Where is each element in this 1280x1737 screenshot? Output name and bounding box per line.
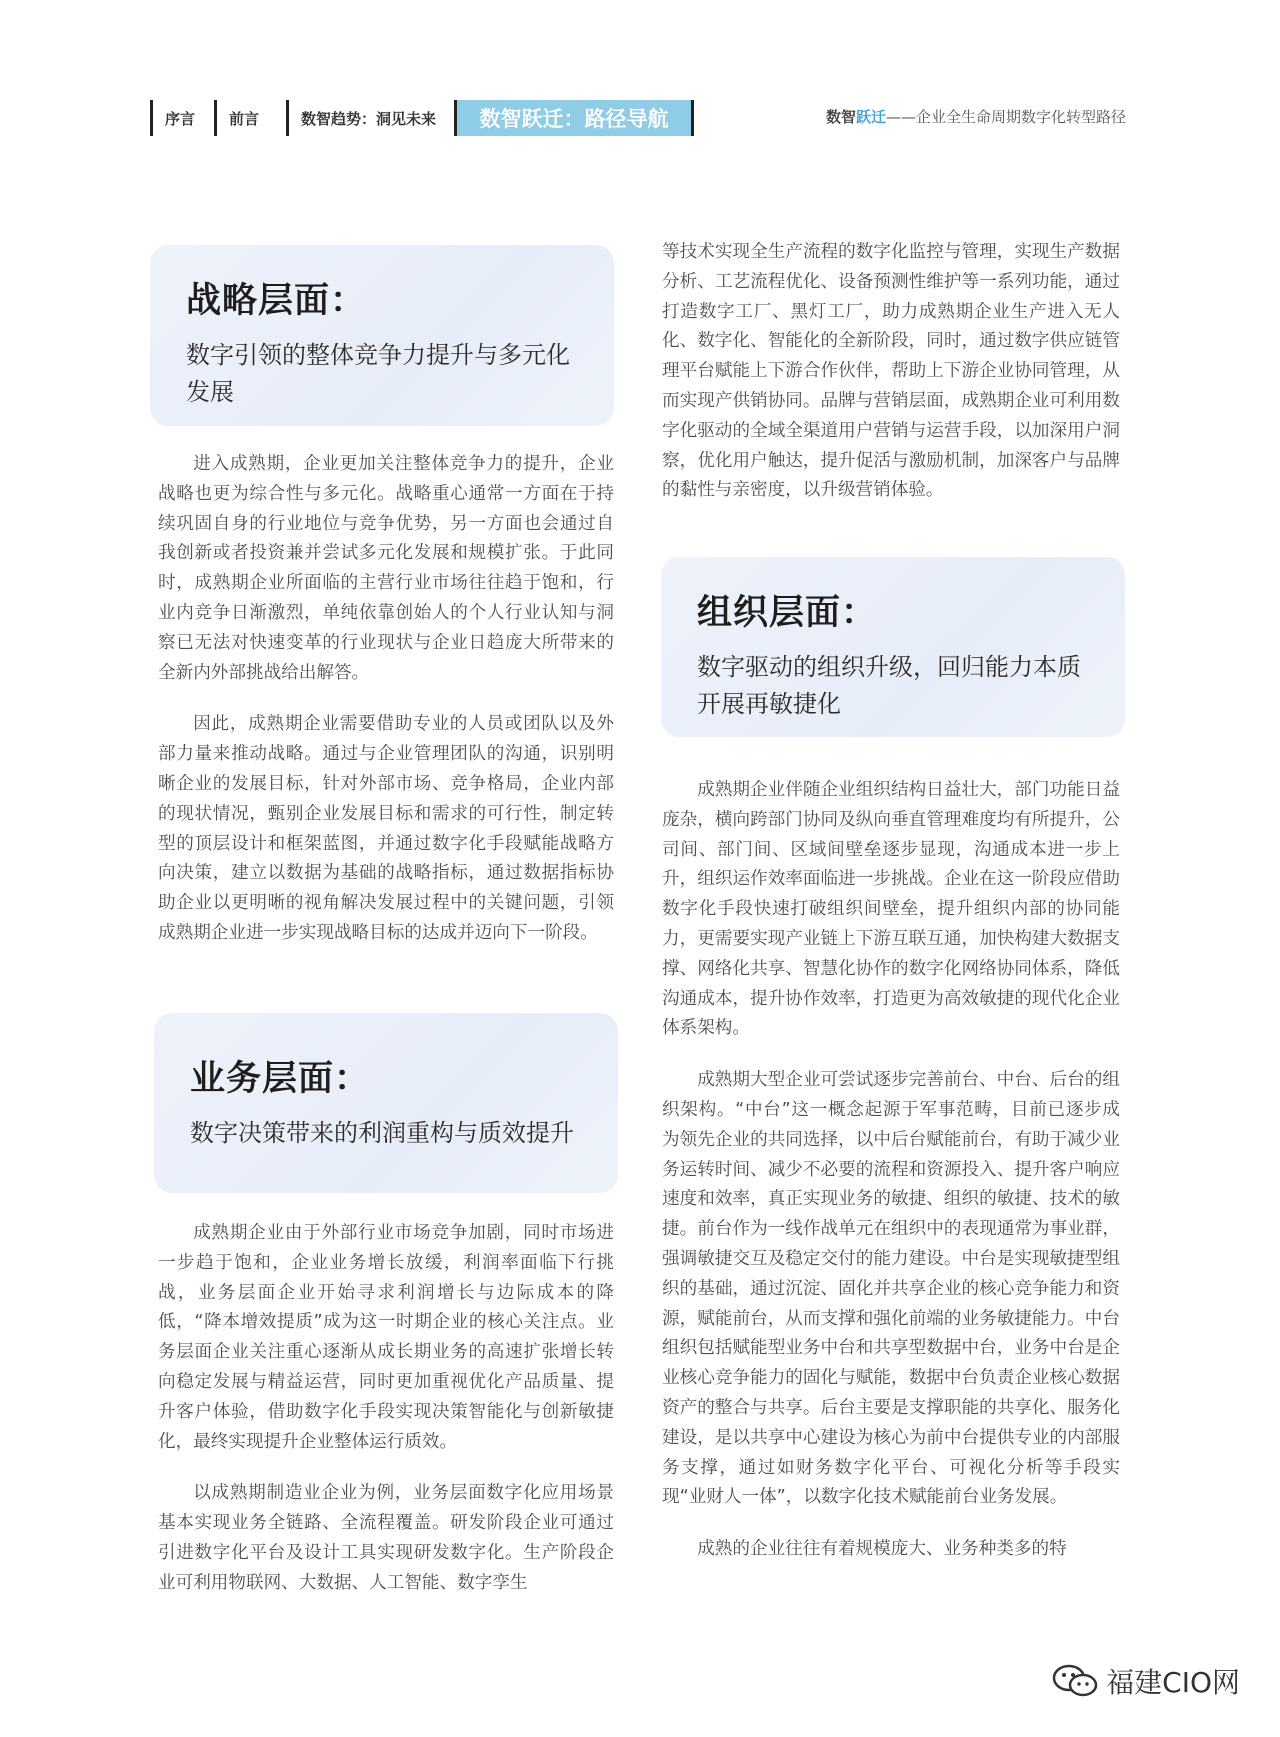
header-brand <box>826 106 1126 127</box>
tab-preface[interactable]: 序言 <box>150 100 207 136</box>
organization-subtitle: 数字驱动的组织升级，回归能力本质开展再敏捷化 <box>697 653 1081 718</box>
tab-digital-trends[interactable]: 数智趋势：洞见未来 <box>286 100 448 136</box>
strategy-paragraph-2: 因此，成熟期企业需要借助专业的人员或团队以及外部力量来推动战略。通过与企业管理团队的沟通，识别明晰企业的发展目标，针对外部市场、竞争格局，企业内部的现状情况，甄别企业发展目标和需求的可行性，制定转型的顶层设计和框架蓝图，并通过数字化手段赋能战略方向决策，建立以数据为基础的战略指标，通过数据指标协助企业以更明晰的视角解决发展过程中的关键问题，引领成熟期企业进一步实现战略目标的达成并迈向下一阶段。 <box>158 714 614 943</box>
brand-prefix: 数智 <box>825 108 856 126</box>
watermark <box>1052 1661 1240 1701</box>
organization-paragraph-1: 成熟期企业伴随企业组织结构日益壮大，部门功能日益庞杂，横向跨部门协同及纵向垂直管理难度均有所提升，公司间、部门间、区域间壁垒逐步显现，沟通成本进一步上升，组织运作效率面临进一步挑战。企业在这一阶段应借助数字化手段快速打破组织间壁垒，提升组织内部的协同能力，更需要实现产业链上下游互联互通，加快构建大数据支撑、网络化共享、智慧化协作的数字化网络协同体系，降低沟通成本，提升协作效率，打造更为高效敏捷的现代化企业体系架构。 <box>662 780 1120 1039</box>
business-card <box>154 1013 618 1193</box>
business-paragraph-2: 以成熟期制造业企业为例，业务层面数字化应用场景基本实现业务全链路、全流程覆盖。研发阶段企业可通过引进数字化平台及设计工具实现研发数字化。生产阶段企业可利用物联网、大数据、人工智能、数字孪生 <box>158 1483 614 1593</box>
tab-digital-leap-active[interactable]: 数智跃迁：路径导航 <box>454 100 694 136</box>
organization-paragraph-3: 成熟的企业往往有着规模庞大、业务种类多的特 <box>697 1539 1067 1560</box>
business-title: 业务层面： <box>190 1059 371 1099</box>
organization-paragraph-2: 成熟期大型企业可尝试逐步完善前台、中台、后台的组织架构。“中台”这一概念起源于军事范畴，目前已逐步成为领先企业的共同选择，以中后台赋能前台，有助于减少业务运转时间、减少不必要的流程和资源投入、提升客户响应速度和效率，真正实现业务的敏捷、组织的敏捷、技术的敏捷。前台作为一线作战单元在组织中的表现通常为事业群，强调敏捷交互及稳定交付的能力建设。中台是实现敏捷型组织的基础，通过沉淀、固化并共享企业的核心竞争能力和资源，赋能前台，从而支撑和强化前端的业务敏捷能力。中台组织包括赋能型业务中台和共享型数据中台，业务中台是企业核心竞争能力的固化与赋能，数据中台负责企业核心数据资产的整合与共享。后台主要是支撑职能的共享化、服务化建设，是以共享中心建设为核心为前中台提供专业的内部服务支撑，通过如财务数字化平台、可视化分析等手段实现“业财人一体”，以数字化技术赋能前台业务发展。 <box>662 1070 1120 1508</box>
strategy-subtitle: 数字引领的整体竞争力提升与多元化发展 <box>186 341 570 406</box>
strategy-title: 战略层面： <box>186 281 367 321</box>
business-paragraph-1: 成熟期企业由于外部行业市场竞争加剧，同时市场进一步趋于饱和，企业业务增长放缓，利润率面临下行挑战，业务层面企业开始寻求利润增长与边际成本的降低，“降本增效提质”成为这一时期企业的核心关注点。业务层面企业关注重心逐渐从成长期业务的高速扩张增长转向稳定发展与精益运营，同时更加重视优化产品质量、提升客户体验，借助数字化手段实现决策智能化与创新敏捷化，最终实现提升企业整体运行质效。 <box>158 1223 614 1452</box>
brand-accent: 跃迁 <box>855 108 886 126</box>
left-column-top <box>158 450 614 971</box>
strategy-card <box>150 245 614 426</box>
organization-title: 组织层面： <box>697 593 878 633</box>
right-column-bottom <box>662 776 1120 1587</box>
wechat-icon <box>1052 1664 1098 1698</box>
organization-card <box>661 557 1125 737</box>
tab-foreword[interactable]: 前言 <box>214 100 271 136</box>
strategy-paragraph-1: 进入成熟期，企业更加关注整体竞争力的提升，企业战略也更为综合性与多元化。战略重心通常一方面在于持续巩固自身的行业地位与竞争优势，另一方面也会通过自我创新或者投资兼并尝试多元化发展和规模扩张。于此同时，成熟期企业所面临的主营行业市场往往趋于饱和，行业内竞争日渐激烈，单纯依靠创始人的个人行业认知与洞察已无法对快速变革的行业现状与企业日趋庞大所带来的全新内外部挑战给出解答。 <box>158 454 614 683</box>
left-column-bottom <box>158 1219 614 1621</box>
right-column-top <box>662 238 1120 528</box>
watermark-text: 福建CIO网 <box>1106 1666 1240 1699</box>
business-subtitle: 数字决策带来的利润重构与质效提升 <box>190 1119 574 1147</box>
business-continuation: 等技术实现全生产流程的数字化监控与管理，实现生产数据分析、工艺流程优化、设备预测性维护等一系列功能，通过打造数字工厂、黑灯工厂，助力成熟期企业生产进入无人化、数字化、智能化的全新阶段，同时，通过数字供应链管理平台赋能上下游合作伙伴，帮助上下游企业协同管理，从而实现产供销协同。品牌与营销层面，成熟期企业可利用数字化驱动的全域全渠道用户营销与运营手段，以加深用户洞察，优化用户触达，提升促活与激励机制，加深客户与品牌的黏性与亲密度，以升级营销体验。 <box>662 242 1120 501</box>
brand-subtitle: ——企业全生命周期数字化转型路径 <box>885 108 1126 126</box>
